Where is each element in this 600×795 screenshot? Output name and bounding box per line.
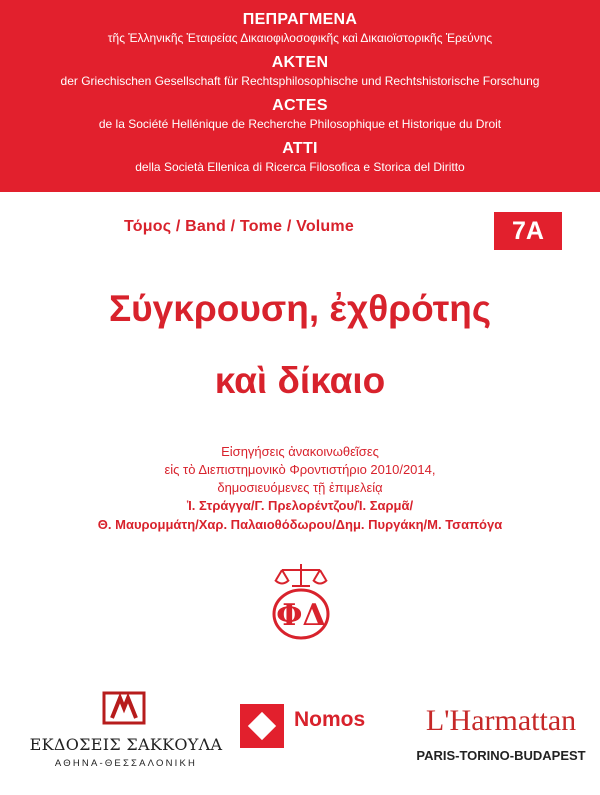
- series-title-french: ACTES: [272, 97, 328, 114]
- series-header: [0, 0, 600, 192]
- description-line-3: δημοσιευόμενες τῇ ἐπιμελείᾳ: [217, 480, 383, 495]
- scales-emblem-icon: [270, 562, 332, 642]
- nomos-logo-icon: [238, 702, 286, 750]
- volume-number-badge: 7Α: [494, 212, 562, 250]
- sakkoulas-logo-icon: [98, 690, 150, 726]
- series-subtitle-greek: τῆς Ἑλληνικῆς Ἑταιρείας Δικαιοφιλοσοφικῆς καὶ Δικαιοϊστορικῆς Ἐρεύνης: [107, 31, 493, 45]
- book-title-line-2: καὶ δίκαιο: [214, 360, 386, 401]
- volume-row: [0, 212, 600, 252]
- nomos-publisher-name: Nomos: [294, 708, 366, 731]
- sakkoulas-publisher-name: ΕΚΔΟΣΕΙΣ ΣΑΚΚΟΥΛΑ: [29, 735, 223, 754]
- harmattan-publisher-cities: PARIS-TORINO-BUDAPEST: [416, 748, 586, 763]
- series-subtitle-french: de la Société Hellénique de Recherche Philosophique et Historique du Droit: [98, 117, 502, 131]
- series-title-greek: ΠΕΠΡΑΓΜΕΝΑ: [242, 11, 358, 28]
- editors-line-2: Θ. Μαυρομμάτη/Χαρ. Παλαιοθόδωρου/Δημ. Πυργάκη/Μ. Τσαπόγα: [97, 517, 503, 532]
- series-title-german: AKTEN: [271, 54, 329, 71]
- harmattan-publisher-name: L'Harmattan: [425, 704, 577, 737]
- sakkoulas-publisher-cities: ΑΘΗΝΑ-ΘΕΣΣΑΛΟΝΙΚΗ: [54, 758, 198, 769]
- description-line-1: Εἰσηγήσεις ἀνακοινωθεῖσες: [221, 444, 379, 459]
- editors-line-1: Ἰ. Στράγγα/Γ. Πρελορέντζου/Ἰ. Σαρμᾶ/: [186, 498, 414, 513]
- series-title-italian: ATTI: [282, 140, 318, 157]
- svg-text:ΦΔ: ΦΔ: [276, 598, 326, 633]
- book-title-line-1: Σύγκρουση, ἐχθρότης: [108, 288, 492, 329]
- series-subtitle-italian: della Società Ellenica di Ricerca Filosofica e Storica del Diritto: [135, 160, 465, 174]
- series-subtitle-german: der Griechischen Gesellschaft für Rechtsphilosophische und Rechtshistorische Forschung: [60, 74, 540, 88]
- description-line-2: εἰς τὸ Διεπιστημονικὸ Φροντιστήριο 2010/2014,: [164, 462, 436, 477]
- volume-label: Τόμος / Band / Tome / Volume: [124, 218, 354, 235]
